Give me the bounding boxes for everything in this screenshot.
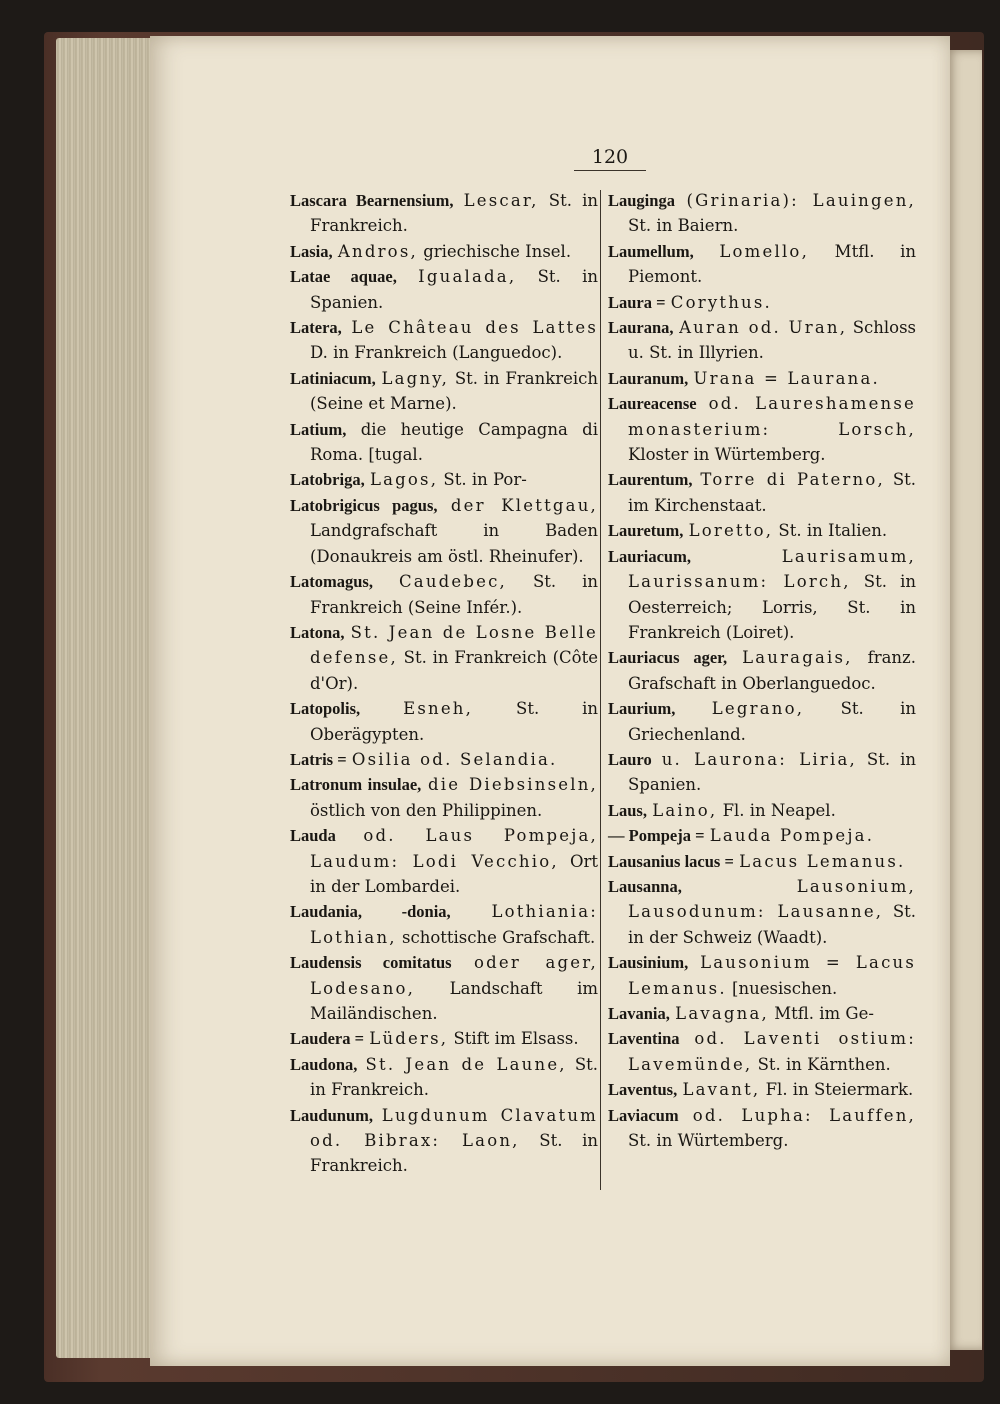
entry-name: Auran od. Uran, [679,318,848,338]
entry [290,620,598,696]
entry-rest: Landschaft im Mailändischen. [310,978,599,1023]
entry-rest: Ort in der Lombardei. [310,851,599,896]
entry-head: Lascara Bearnensium, [290,191,454,210]
entry-rest: St. in Frankreich. [310,191,598,236]
entry-rest: St. in der Schweiz (Waadt). [628,902,916,947]
entry-name: St. Jean de Laune, [365,1054,567,1074]
entry-rest: St. in Frankreich. [310,1054,598,1100]
next-page-edge [946,50,982,1350]
entry-head: Laumellum, [608,241,694,261]
entry-name: Torre di Paterno, [700,470,885,490]
entry-head: Laventina [608,1029,680,1049]
entry-name: Lausonium, Lausodunum: Lausanne, [628,876,916,922]
entry-rest: Fl. in Steiermark. [765,1080,914,1100]
entry-name: Lüders, [369,1029,449,1049]
entry-name: Le Château des Lattes [351,318,599,338]
entry-name: die Diebsinseln, [427,775,598,795]
entry [290,366,598,417]
entry-name: od. Laureshamense monasterium: Lorsch, [628,394,916,439]
entry-head: Latobriga, [290,470,365,490]
entry-name: Lagos, [369,470,439,490]
entry-head: Latona, [290,622,345,642]
entry-name: Lavant, [682,1080,761,1100]
entry-name: Lacus Lemanus. [739,851,906,871]
entry-name: Corythus. [670,292,772,312]
entry [290,772,598,823]
entry [608,391,916,467]
entry-name: Lausonium = Lacus Lemanus. [628,953,917,998]
entry-head: Laura = [608,292,666,312]
entry [608,1001,916,1026]
entry-head: Lasia, [290,241,333,261]
entry [290,1026,598,1051]
entry [608,518,916,543]
entry-rest: D. in Frankreich (Languedoc). [310,343,563,363]
entry-name: Lothiania: Lothian, [310,902,598,947]
entry-name: od. Laus Pompeja, Laudum: Lodi Vecchio, [310,826,598,871]
entry-head: Laviacum [608,1105,679,1125]
entry-head: Laurium, [608,699,676,719]
entry [290,747,598,772]
entry-rest: schottische Grafschaft. [401,927,596,947]
entry-rest: östlich von den Philippinen. [310,800,543,820]
page-number: 120 [591,146,629,168]
entry-head: — Pompeja = [608,826,705,846]
entry [290,899,598,950]
entry [608,849,916,874]
entry [608,188,916,239]
entry-head: Latopolis, [290,699,361,719]
entry-head: Laventus, [608,1080,678,1100]
entry [608,1026,916,1077]
entry [608,747,916,798]
entry-head: Latae aquae, [290,267,397,287]
entry-name: Lomello, [719,241,810,261]
entry-rest: die heutige Campagna di Roma. [tugal. [310,419,598,465]
entry-name: Osilia od. Selandia. [351,749,558,769]
entry-rest: Kloster in Würtemberg. [628,445,826,465]
entry [608,315,916,366]
entry [290,950,598,1026]
entry-rest: Mtfl. im Ge- [774,1004,874,1023]
entry-rest: St. in Baiern. [628,216,739,236]
entry-head: Laureacense [608,394,697,414]
entry-rest: [nuesischen. [732,978,838,998]
entry [608,1103,916,1154]
entry-head: Latris = [290,749,347,769]
entry-name: Lauragais, [742,648,853,668]
entry-rest: St. in Kärnthen. [757,1054,891,1074]
entry [290,493,598,569]
entry-head: Latomagus, [290,572,373,592]
entry-name: Caudebec, [398,572,507,592]
page-number-rule [574,170,646,171]
entry-rest: Fl. in Neapel. [722,800,836,820]
entry-name: od. Lupha: Lauffen, [692,1105,916,1125]
entry-name: Lauda Pompeja. [709,826,875,846]
entry-rest: St. in Oesterreich; Lorris, St. in Frankreich (Loiret). [628,572,916,642]
entry-head: Lausanna, [608,876,682,896]
entry-rest: St. in Oberägypten. [310,699,599,744]
entry-head: Lauriacus ager, [608,648,728,668]
entry [290,823,598,899]
entry-name: Legrano, [711,699,805,719]
entry-name: St. Jean de Losne Belle defense, [310,622,598,668]
entry-head: Latiniacum, [290,368,376,388]
entry-head: Latronum insulae, [290,775,422,795]
entry-head: Laudona, [290,1054,358,1074]
entry-rest: St. in Griechenland. [628,699,917,744]
entry-head: Latobrigicus pagus, [290,495,438,515]
entry-name: Lavagna, [675,1004,769,1023]
entry-rest: St. in Spanien. [310,267,598,312]
entry-head: Lausinium, [608,953,689,973]
entry-name: Esneh, [403,699,474,719]
entry-head: Lauginga [608,191,675,210]
entry-name: oder ager, Lodesano, [310,953,598,998]
entry [608,544,916,646]
entry-name: Igualada, [418,267,517,287]
entry-name: Lugdunum Clavatum od. Bibrax: Laon, [310,1105,599,1151]
entry-head: Lauro [608,749,652,769]
entry-name: Lagny, [381,368,450,388]
entry-name: Andros, [337,241,418,261]
entry [290,264,598,315]
entry-head: Lauriacum, [608,546,691,566]
entry [608,950,916,1001]
entry-rest: St. in Italien. [778,521,888,541]
entry-rest: St. in Frankreich (Côte d'Or). [310,648,598,693]
entry-rest: Mtfl. in Piemont. [628,241,916,287]
entry-head: Laudensis comitatus [290,953,452,973]
entry [608,874,916,950]
entry [608,798,916,823]
entry [290,696,598,747]
entry-rest: St. in Frankreich (Seine et Marne). [310,368,599,414]
entry [608,696,916,747]
entry-head: Laudunum, [290,1105,374,1125]
entry-rest: Landgrafschaft in Baden (Donaukreis am östl. Rheinufer). [310,521,598,566]
entry-name: der Klettgau, [450,495,598,515]
entry-rest: St. in Frankreich (Seine Infér.). [310,572,599,617]
entry [608,366,916,391]
entry-head: Laurentum, [608,470,693,490]
entry-head: Laus, [608,800,647,820]
entry-name: Laurisamum, Laurissanum: Lorch, [628,546,916,592]
entry-name: od. Laventi ostium: Lavemünde, [628,1029,916,1074]
entry-head: Lauranum, [608,368,689,388]
entry-name: Laino, [652,800,718,820]
right-column [608,188,916,1153]
entry-head: Laudera = [290,1029,365,1049]
entry-name: Lescar, [463,191,539,210]
entry [290,239,598,264]
entry [290,315,598,366]
entry [608,1077,916,1102]
entry [608,645,916,696]
left-column [290,188,598,1179]
entry-rest: franz. Grafschaft in Oberlanguedoc. [628,648,916,693]
entry [290,569,598,620]
entry-head: Lausanius lacus = [608,851,734,871]
entry-rest: St. in Würtemberg. [628,1131,789,1151]
entry-head: Latium, [290,419,347,439]
entry-name: Urana = Laurana. [693,368,880,388]
entry-head: Lavania, [608,1004,670,1023]
entry-rest: St. in Frankreich. [310,1131,598,1176]
entry [290,1103,598,1179]
entry [608,467,916,518]
entry [608,823,916,848]
entry [290,1052,598,1103]
entry-rest: griechische Insel. [423,241,572,261]
entry-head: Laudania, -donia, [290,902,451,922]
entry-head: Lauda [290,826,336,846]
entry-rest: St. im Kirchenstaat. [628,470,917,515]
column-divider [600,190,601,1190]
entry [608,290,916,315]
entry-rest: Stift im Elsass. [453,1029,579,1049]
entry-rest: Schloss u. St. in Illyrien. [628,318,917,363]
entry-name: Loretto, [688,521,774,541]
entry [290,467,598,492]
entry-head: Laurana, [608,318,674,338]
entry [608,239,916,290]
entry-head: Latera, [290,318,342,338]
entry-rest: St. in Por- [443,470,527,490]
entry-name: u. Laurona: Liria, [661,749,857,769]
entry-head: Lauretum, [608,521,684,541]
entry-name: (Grinaria): Lauingen, [686,191,917,210]
entry [290,188,598,239]
entry [290,417,598,468]
entry-rest: St. in Spanien. [628,749,916,795]
